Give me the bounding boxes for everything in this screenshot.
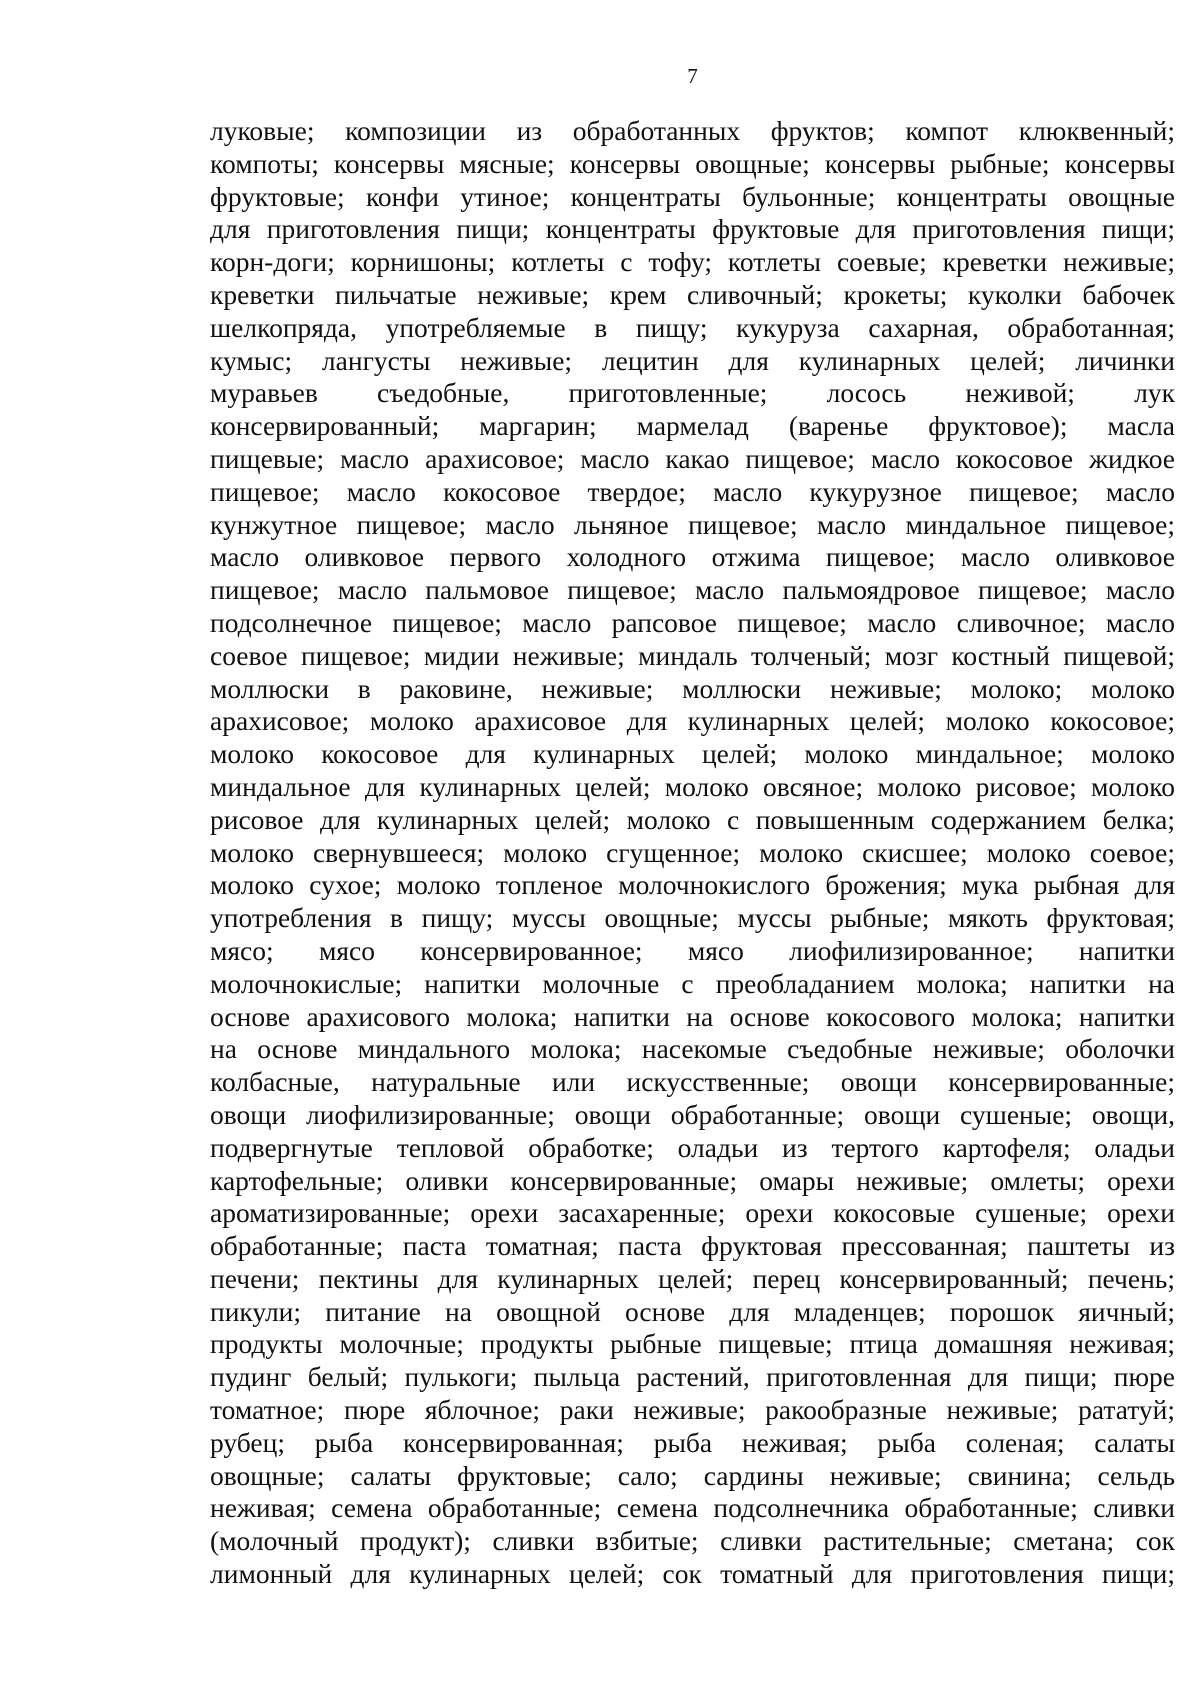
- text-line-content: для приготовления пищи; концентраты фруктовые для приготовления пищи;: [210, 213, 1175, 245]
- text-line-content: моллюски в раковине, неживые; моллюски неживые; молоко; молоко: [210, 672, 1175, 704]
- text-line: [210, 1197, 1175, 1230]
- text-line-content: пикули; питание на овощной основе для младенцев; порошок яичный;: [210, 1295, 1175, 1327]
- page-number: 7: [687, 64, 698, 88]
- text-line-content: подсолнечное пищевое; масло рапсовое пищевое; масло сливочное; масло: [210, 606, 1175, 638]
- text-line: [210, 476, 1175, 509]
- text-line-content: рисовое для кулинарных целей; молоко с повышенным содержанием белка;: [210, 803, 1175, 835]
- text-line-content: креветки пильчатые неживые; крем сливочный; крокеты; куколки бабочек: [210, 278, 1175, 310]
- text-line-content: фруктовые; конфи утиное; концентраты бульонные; концентраты овощные: [210, 180, 1175, 212]
- text-line-content: (молочный продукт); сливки взбитые; сливки растительные; сметана; сок: [210, 1525, 1175, 1557]
- text-line: [210, 509, 1175, 542]
- text-line-content: кунжутное пищевое; масло льняное пищевое; масло миндальное пищевое;: [210, 508, 1175, 540]
- text-line: [210, 345, 1175, 378]
- text-line-content: картофельные; оливки консервированные; омары неживые; омлеты; орехи: [210, 1164, 1175, 1196]
- text-line: [210, 115, 1175, 148]
- text-line-content: кумыс; лангусты неживые; лецитин для кулинарных целей; личинки: [210, 344, 1175, 376]
- text-line-content: молоко свернувшееся; молоко сгущенное; молоко скисшее; молоко соевое;: [210, 836, 1175, 868]
- text-line-content: на основе миндального молока; насекомые съедобные неживые; оболочки: [210, 1033, 1175, 1065]
- text-line: [210, 935, 1175, 968]
- text-line-content: продукты молочные; продукты рыбные пищевые; птица домашняя неживая;: [210, 1328, 1175, 1360]
- text-line: [210, 804, 1175, 837]
- text-line: [210, 1066, 1175, 1099]
- text-line-content: арахисовое; молоко арахисовое для кулинарных целей; молоко кокосовое;: [210, 705, 1175, 737]
- text-line-content: миндальное для кулинарных целей; молоко овсяное; молоко рисовое; молоко: [210, 770, 1175, 802]
- text-line: [210, 377, 1175, 410]
- text-line: [210, 1263, 1175, 1296]
- text-line-content: компоты; консервы мясные; консервы овощные; консервы рыбные; консервы: [210, 147, 1175, 179]
- text-line-content: масло оливковое первого холодного отжима пищевое; масло оливковое: [210, 541, 1175, 573]
- text-line-content: печени; пектины для кулинарных целей; перец консервированный; печень;: [210, 1262, 1175, 1294]
- text-line: [210, 1394, 1175, 1427]
- text-line-content: пищевое; масло пальмовое пищевое; масло пальмоядровое пищевое; масло: [210, 574, 1175, 606]
- text-line: [210, 607, 1175, 640]
- text-line: [210, 279, 1175, 312]
- text-line-content: пищевое; масло кокосовое твердое; масло кукурузное пищевое; масло: [210, 475, 1175, 507]
- text-line-content: муравьев съедобные, приготовленные; лосось неживой; лук: [210, 377, 1175, 409]
- text-line-content: луковые; композиции из обработанных фруктов; компот клюквенный;: [210, 115, 1175, 146]
- text-line-content: овощные; салаты фруктовые; сало; сардины неживые; свинина; сельдь: [210, 1459, 1175, 1491]
- text-line-content: шелкопряда, употребляемые в пищу; кукуруза сахарная, обработанная;: [210, 311, 1175, 343]
- text-line-content: консервированный; маргарин; мармелад (варенье фруктовое); масла: [210, 410, 1175, 442]
- text-line: [210, 1328, 1175, 1361]
- text-line: [210, 1132, 1175, 1165]
- text-line: [210, 902, 1175, 935]
- text-line-content: лимонный для кулинарных целей; сок томатный для приготовления пищи;: [210, 1558, 1175, 1590]
- text-line: [210, 1525, 1175, 1558]
- text-line: [210, 443, 1175, 476]
- text-line: [210, 246, 1175, 279]
- text-line: [210, 640, 1175, 673]
- text-line-content: колбасные, натуральные или искусственные; овощи консервированные;: [210, 1066, 1175, 1098]
- text-line-content: основе арахисового молока; напитки на основе кокосового молока; напитки: [210, 1000, 1175, 1032]
- text-line: [210, 1099, 1175, 1132]
- text-line-content: соевое пищевое; мидии неживые; миндаль толченый; мозг костный пищевой;: [210, 639, 1175, 671]
- text-line-content: мясо; мясо консервированное; мясо лиофилизированное; напитки: [210, 934, 1175, 966]
- text-line: [210, 771, 1175, 804]
- text-line: [210, 1165, 1175, 1198]
- text-line-content: пищевые; масло арахисовое; масло какао пищевое; масло кокосовое жидкое: [210, 442, 1175, 474]
- text-line-content: молоко сухое; молоко топленое молочнокислого брожения; мука рыбная для: [210, 869, 1175, 901]
- text-line: [210, 738, 1175, 771]
- text-line: [210, 1361, 1175, 1394]
- text-line-content: употребления в пищу; муссы овощные; муссы рыбные; мякоть фруктовая;: [210, 902, 1175, 934]
- text-line: [210, 574, 1175, 607]
- text-line: [210, 541, 1175, 574]
- text-line: [210, 968, 1175, 1001]
- text-line-content: овощи лиофилизированные; овощи обработанные; овощи сушеные; овощи,: [210, 1098, 1175, 1130]
- text-line: [210, 1230, 1175, 1263]
- text-line-content: корн-доги; корнишоны; котлеты с тофу; котлеты соевые; креветки неживые;: [210, 246, 1175, 278]
- text-line-content: подвергнутые тепловой обработке; оладьи из тертого картофеля; оладьи: [210, 1131, 1175, 1163]
- text-line-content: томатное; пюре яблочное; раки неживые; ракообразные неживые; рататуй;: [210, 1394, 1175, 1426]
- text-line: [210, 1460, 1175, 1493]
- text-line: [210, 1558, 1175, 1591]
- text-line: [210, 705, 1175, 738]
- text-line: [210, 1427, 1175, 1460]
- text-line: [210, 1033, 1175, 1066]
- text-line: [210, 1296, 1175, 1329]
- text-line: [210, 148, 1175, 181]
- text-line: [210, 837, 1175, 870]
- text-line-content: обработанные; паста томатная; паста фруктовая прессованная; паштеты из: [210, 1230, 1175, 1262]
- text-line-content: рубец; рыба консервированная; рыба неживая; рыба соленая; салаты: [210, 1426, 1175, 1458]
- text-line-content: ароматизированные; орехи засахаренные; орехи кокосовые сушеные; орехи: [210, 1197, 1175, 1229]
- text-line: [210, 410, 1175, 443]
- text-line: [210, 673, 1175, 706]
- text-line: [210, 1001, 1175, 1034]
- text-line-content: молоко кокосовое для кулинарных целей; молоко миндальное; молоко: [210, 738, 1175, 770]
- text-line: [210, 869, 1175, 902]
- text-line-content: молочнокислые; напитки молочные с преобладанием молока; напитки на: [210, 967, 1175, 999]
- text-line-content: неживая; семена обработанные; семена подсолнечника обработанные; сливки: [210, 1492, 1175, 1524]
- text-line-content: пудинг белый; пулькоги; пыльца растений, приготовленная для пищи; пюре: [210, 1361, 1175, 1393]
- text-line: [210, 213, 1175, 246]
- body-text: [210, 115, 1175, 1591]
- text-line: [210, 181, 1175, 214]
- text-line: [210, 1492, 1175, 1525]
- text-line: [210, 312, 1175, 345]
